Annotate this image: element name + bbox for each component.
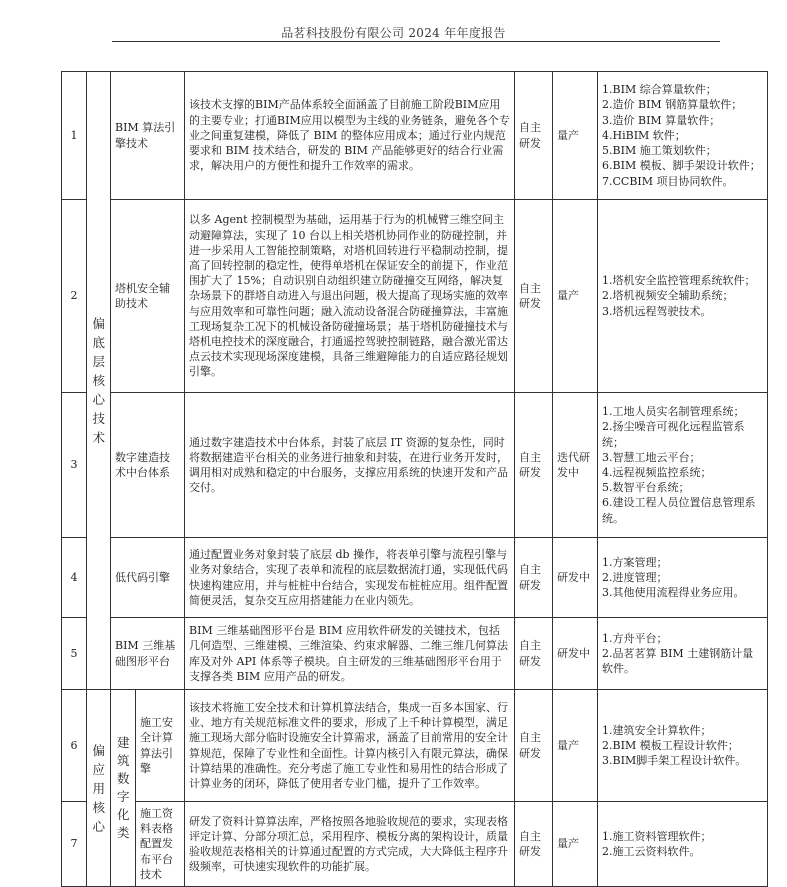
- product-item: 5.BIM 施工策划软件；: [602, 144, 717, 158]
- table-row: [62, 538, 768, 618]
- product-item: 1.方案管理；: [602, 555, 668, 569]
- row-number: 7: [62, 802, 87, 887]
- product-item: 3.智慧工地云平台；: [602, 450, 701, 464]
- tech-stage: 研发中: [553, 618, 598, 690]
- tech-name: BIM 三维基础图形平台: [111, 618, 185, 690]
- product-item: 3.BIM脚手架工程设计软件。: [602, 754, 747, 768]
- category-cell: [87, 690, 111, 887]
- subcategory-cell: [111, 690, 136, 887]
- tech-source: 自主研发: [515, 802, 553, 887]
- tech-description: 该技术支撑的BIM产品体系较全面涵盖了目前施工阶段BIM应用的主要专业；打通BIM应用以模型为主线的业务链条，避免各个专业之间重复建模，降低了 BIM 的整体应用成本；通过行业内规范要求和 BIM 技术结合，研发的 BIM 产品能够更好的结合行业需求，解决用户的方便性和提升工作效率的需求。: [185, 72, 515, 200]
- core-technology-table: [61, 71, 768, 887]
- tech-description: 以多 Agent 控制模型为基础，运用基于行为的机械臂三维空间主动避障算法，实现了 10 台以上相关塔机协同作业的防碰控制，并进一步采用人工智能控制策略，对塔机回转进行平稳制动控制，提高了回转控制的稳定性，使得单塔机在保证安全的前提下，作业范围扩大了 15%；自动识别自动组织建立防碰撞交互网络，解决复杂场景下的群塔自动进入与退出问题，极大提高了现场实施的效率与应用效率和可靠性问题；融入流动设备混合防碰撞算法，丰富施工现场复杂工况下的机械设备防碰撞场景；基于塔机防碰撞技术与塔机电控技术的深度融合，打通遥控驾驶控制链路，融合激光雷达点云技术实现现场深度建模，具备三维避障能力的自适应路径规划引擎。: [185, 200, 515, 393]
- row-number: 6: [62, 690, 87, 802]
- tech-stage: 量产: [553, 72, 598, 200]
- product-item: 4.远程视频监控系统；: [602, 466, 712, 479]
- tech-products: [598, 802, 768, 887]
- product-item: 3.塔机远程驾驶技术。: [602, 304, 712, 318]
- tech-source: 自主研发: [515, 690, 553, 802]
- product-item: 1.施工资料管理软件；: [602, 829, 712, 843]
- header-rule: [112, 41, 720, 42]
- product-item: 7.CCBIM 项目协同软件。: [602, 174, 734, 188]
- tech-source: 自主研发: [515, 72, 553, 200]
- table-row: [62, 393, 768, 538]
- row-number: 3: [62, 393, 87, 538]
- tech-source: 自主研发: [515, 538, 553, 618]
- table-row: [62, 618, 768, 690]
- category-cell: [87, 72, 111, 690]
- product-item: 5.数智平台系统；: [602, 481, 690, 495]
- product-item: 6.建设工程人员位置信息管理系统。: [602, 496, 756, 525]
- row-number: 5: [62, 618, 87, 690]
- table-row: [62, 802, 768, 887]
- tech-products: [598, 538, 768, 618]
- tech-stage: 研发中: [553, 538, 598, 618]
- tech-products: [598, 690, 768, 802]
- product-item: 1.BIM 综合算量软件；: [602, 83, 717, 97]
- product-item: 1.方舟平台；: [602, 631, 668, 645]
- row-number: 4: [62, 538, 87, 618]
- category-label: 偏应用核心: [92, 742, 106, 834]
- tech-stage: 量产: [553, 200, 598, 393]
- table-row: [62, 200, 768, 393]
- category-label: 偏底层核心技术: [92, 316, 106, 445]
- tech-products: [598, 72, 768, 200]
- product-item: 2.塔机视频安全辅助系统；: [602, 289, 734, 303]
- tech-source: 自主研发: [515, 618, 553, 690]
- tech-stage: 量产: [553, 802, 598, 887]
- product-item: 2.造价 BIM 钢筋算量软件；: [602, 98, 743, 112]
- tech-name: 低代码引擎: [111, 538, 185, 618]
- product-item: 1.塔机安全监控管理系统软件；: [602, 274, 756, 288]
- product-item: 2.BIM 模板工程设计软件；: [602, 738, 739, 752]
- table-row: [62, 72, 768, 200]
- tech-source: 自主研发: [515, 393, 553, 538]
- product-item: 4.HiBIM 软件；: [602, 128, 686, 142]
- tech-name: 施工资料表格配置发布平台技术: [136, 802, 185, 887]
- tech-description: 通过配置业务对象封装了底层 db 操作，将表单引擎与流程引擎与业务对象结合，实现了表单和流程的底层数据流打通，实现低代码快速构建应用，并与桩桩中台结合，实现发布桩桩应用。组件配置简便灵活，复杂交互应用搭建能力在业内领先。: [185, 538, 515, 618]
- report-header: 品茗科技股份有限公司 2024 年年度报告: [281, 26, 506, 40]
- product-item: 1.建筑安全计算软件；: [602, 723, 712, 737]
- product-item: 2.品茗茗算 BIM 土建钢筋计量软件。: [602, 646, 754, 676]
- tech-description: 该技术将施工安全技术和计算机算法结合，集成一百多本国家、行业、地方有关规范标准文件的要求，形成了上千种计算模型，满足施工现场大部分临时设施安全计算需求，涵盖了目前常用的安全计算规范，保障了专业性和全面性。计算内核引入有限元算法，确保计算结果的准确性。充分考虑了施工专业性和易用性的结合形成了计算业务的闭环，降低了使用者专业门槛，提升了工作效率。: [185, 690, 515, 802]
- product-item: 3.造价 BIM 算量软件；: [602, 113, 721, 127]
- tech-products: [598, 393, 768, 538]
- tech-stage: 迭代研发中: [553, 393, 598, 538]
- tech-name: 塔机安全辅助技术: [111, 200, 185, 393]
- product-item: 6.BIM 模板、脚手架设计软件；: [602, 159, 761, 173]
- tech-products: [598, 200, 768, 393]
- tech-description: 通过数字建造技术中台体系，封装了底层 IT 资源的复杂性，同时将数据建造平台相关的业务进行抽象和封装，在进行业务开发时，调用相对成熟和稳定的中台服务，支撑应用系统的快速开发和产品交付。: [185, 393, 515, 538]
- product-item: 1.工地人员实名制管理系统；: [602, 405, 745, 419]
- product-item: 2.扬尘噪音可视化远程监管系统；: [602, 420, 745, 449]
- subcategory-label: 建筑数字化类: [117, 735, 130, 840]
- tech-source: 自主研发: [515, 200, 553, 393]
- tech-description: BIM 三维基础图形平台是 BIM 应用软件研发的关键技术，包括几何造型、三维建模、三维渲染、约束求解器、二维三维几何算法库及对外 API 体系等子模块。自主研发的三维基础图形平台用于支撑各类 BIM 应用产品的研发。: [185, 618, 515, 690]
- tech-name: 数字建造技术中台体系: [111, 393, 185, 538]
- product-item: 2.施工云资料软件。: [602, 845, 701, 858]
- tech-description: 研发了资料计算算法库，严格按照各地验收规范的要求，实现表格评定计算、分部分项汇总，采用程序、模板分离的架构设计，质量验收规范表格相关的计算通过配置的方式完成，大大降低主程序升级频率，可快速实现软件的功能扩展。: [185, 802, 515, 887]
- table-row: [62, 690, 768, 802]
- product-item: 3.其他使用流程得业务应用。: [602, 586, 745, 600]
- product-item: 2.进度管理；: [602, 570, 668, 584]
- tech-stage: 量产: [553, 690, 598, 802]
- tech-products: [598, 618, 768, 690]
- tech-name: 施工安全计算算法引擎: [136, 690, 185, 802]
- row-number: 2: [62, 200, 87, 393]
- tech-name: BIM 算法引擎技术: [111, 72, 185, 200]
- row-number: 1: [62, 72, 87, 200]
